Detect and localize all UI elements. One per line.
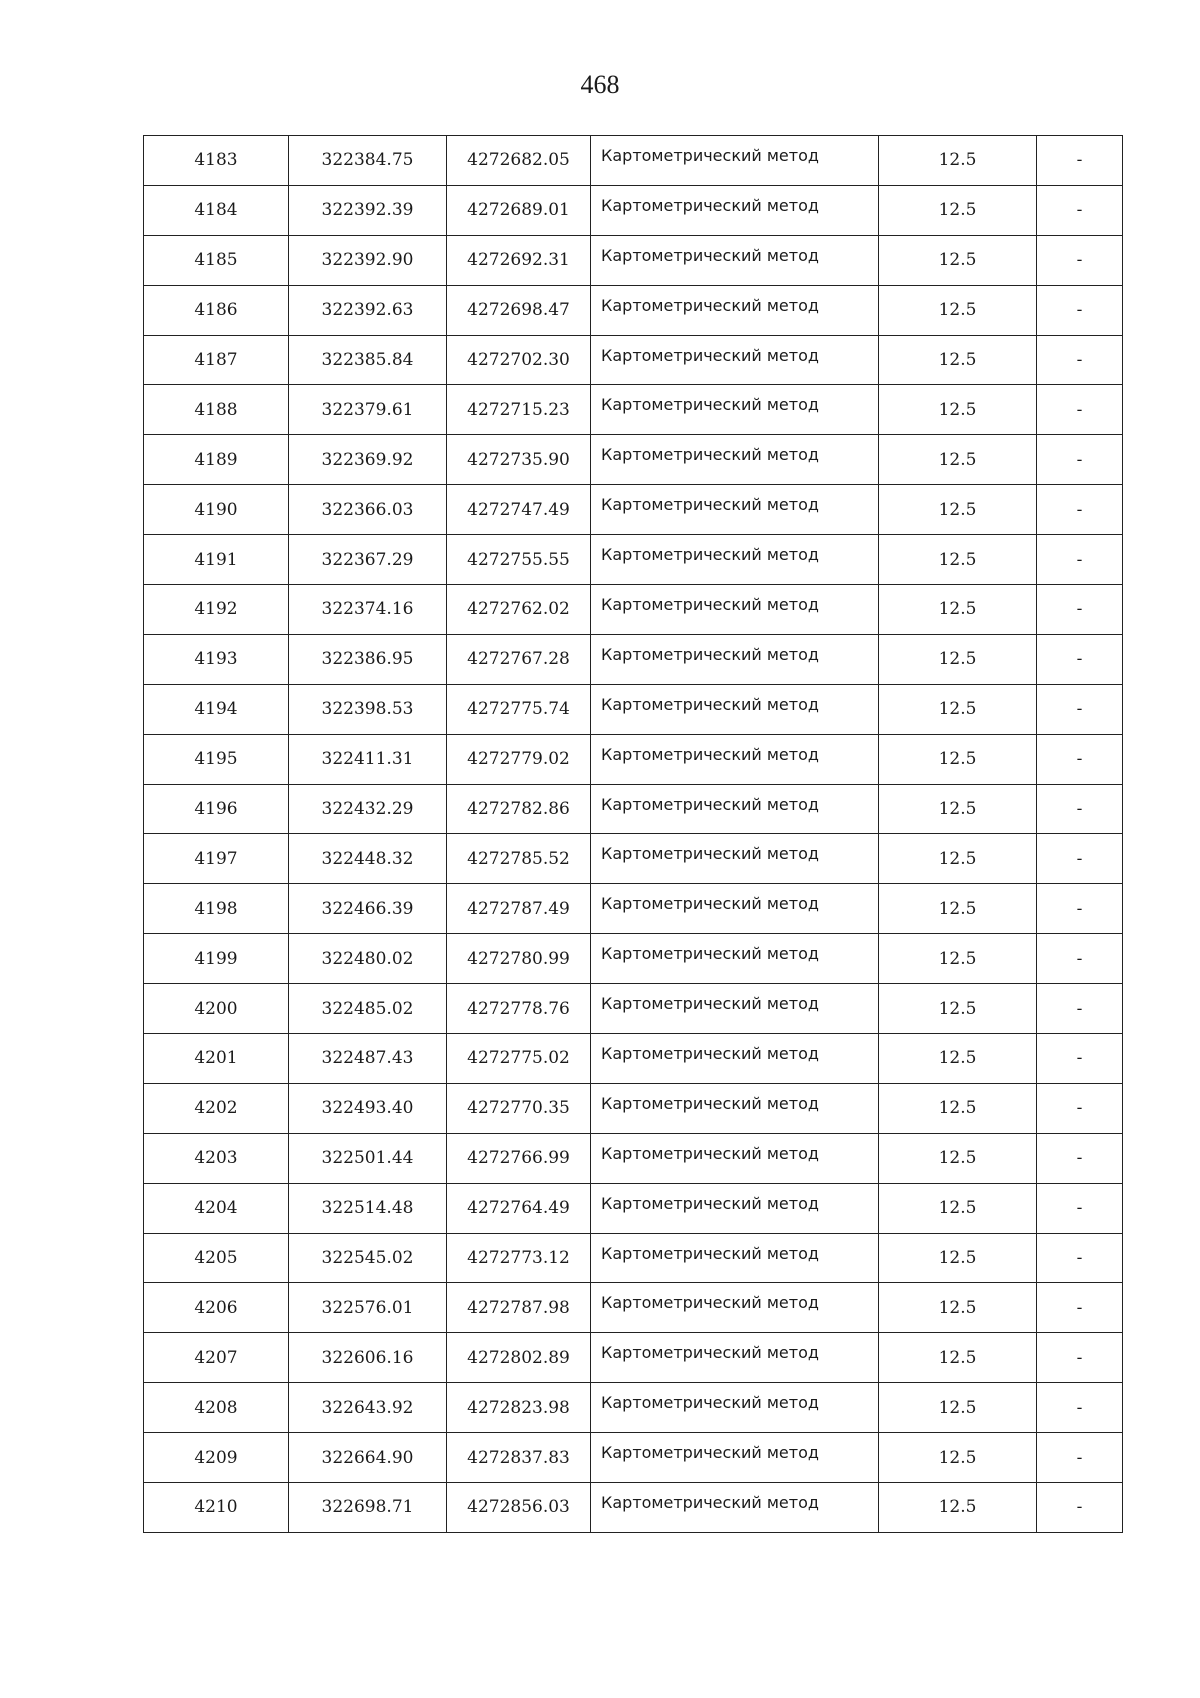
method-cell: Картометрический метод (591, 934, 879, 984)
x-coordinate-cell: 322392.63 (289, 285, 447, 335)
x-coordinate-cell: 322698.71 (289, 1483, 447, 1533)
x-coordinate-cell: 322366.03 (289, 485, 447, 535)
x-coordinate-cell: 322448.32 (289, 834, 447, 884)
method-cell: Картометрический метод (591, 1283, 879, 1333)
table-row (144, 485, 1123, 535)
y-coordinate-cell: 4272762.02 (447, 585, 591, 635)
table-row (144, 1433, 1123, 1483)
accuracy-cell: 12.5 (879, 1283, 1037, 1333)
note-cell: - (1037, 535, 1123, 585)
x-coordinate-cell: 322385.84 (289, 335, 447, 385)
y-coordinate-cell: 4272735.90 (447, 435, 591, 485)
method-cell: Картометрический метод (591, 1034, 879, 1084)
x-coordinate-cell: 322392.39 (289, 185, 447, 235)
point-number-cell: 4188 (144, 385, 289, 435)
x-coordinate-cell: 322384.75 (289, 136, 447, 186)
point-number-cell: 4197 (144, 834, 289, 884)
table-row (144, 1034, 1123, 1084)
point-number-cell: 4195 (144, 734, 289, 784)
table-row (144, 285, 1123, 335)
method-cell: Картометрический метод (591, 1383, 879, 1433)
point-number-cell: 4184 (144, 185, 289, 235)
x-coordinate-cell: 322367.29 (289, 535, 447, 585)
y-coordinate-cell: 4272778.76 (447, 984, 591, 1034)
accuracy-cell: 12.5 (879, 1034, 1037, 1084)
point-number-cell: 4183 (144, 136, 289, 186)
y-coordinate-cell: 4272823.98 (447, 1383, 591, 1433)
x-coordinate-cell: 322398.53 (289, 684, 447, 734)
note-cell: - (1037, 136, 1123, 186)
note-cell: - (1037, 1034, 1123, 1084)
table-row (144, 784, 1123, 834)
method-cell: Картометрический метод (591, 285, 879, 335)
method-cell: Картометрический метод (591, 1433, 879, 1483)
y-coordinate-cell: 4272692.31 (447, 235, 591, 285)
accuracy-cell: 12.5 (879, 335, 1037, 385)
method-cell: Картометрический метод (591, 884, 879, 934)
method-cell: Картометрический метод (591, 535, 879, 585)
table-row (144, 634, 1123, 684)
note-cell: - (1037, 934, 1123, 984)
page-number: 468 (580, 70, 620, 99)
table-row (144, 335, 1123, 385)
accuracy-cell: 12.5 (879, 535, 1037, 585)
y-coordinate-cell: 4272766.99 (447, 1133, 591, 1183)
point-number-cell: 4210 (144, 1483, 289, 1533)
point-number-cell: 4189 (144, 435, 289, 485)
method-cell: Картометрический метод (591, 1233, 879, 1283)
x-coordinate-cell: 322466.39 (289, 884, 447, 934)
coordinates-table (143, 135, 1123, 1533)
note-cell: - (1037, 1333, 1123, 1383)
y-coordinate-cell: 4272775.02 (447, 1034, 591, 1084)
point-number-cell: 4196 (144, 784, 289, 834)
accuracy-cell: 12.5 (879, 385, 1037, 435)
y-coordinate-cell: 4272698.47 (447, 285, 591, 335)
accuracy-cell: 12.5 (879, 1133, 1037, 1183)
table-row (144, 1283, 1123, 1333)
y-coordinate-cell: 4272837.83 (447, 1433, 591, 1483)
note-cell: - (1037, 984, 1123, 1034)
note-cell: - (1037, 1183, 1123, 1233)
x-coordinate-cell: 322493.40 (289, 1083, 447, 1133)
y-coordinate-cell: 4272780.99 (447, 934, 591, 984)
x-coordinate-cell: 322501.44 (289, 1133, 447, 1183)
method-cell: Картометрический метод (591, 1133, 879, 1183)
accuracy-cell: 12.5 (879, 934, 1037, 984)
accuracy-cell: 12.5 (879, 1233, 1037, 1283)
method-cell: Картометрический метод (591, 136, 879, 186)
accuracy-cell: 12.5 (879, 834, 1037, 884)
x-coordinate-cell: 322514.48 (289, 1183, 447, 1233)
point-number-cell: 4206 (144, 1283, 289, 1333)
point-number-cell: 4201 (144, 1034, 289, 1084)
note-cell: - (1037, 285, 1123, 335)
method-cell: Картометрический метод (591, 335, 879, 385)
accuracy-cell: 12.5 (879, 136, 1037, 186)
point-number-cell: 4199 (144, 934, 289, 984)
note-cell: - (1037, 1233, 1123, 1283)
table-row (144, 385, 1123, 435)
note-cell: - (1037, 335, 1123, 385)
x-coordinate-cell: 322487.43 (289, 1034, 447, 1084)
y-coordinate-cell: 4272787.98 (447, 1283, 591, 1333)
x-coordinate-cell: 322643.92 (289, 1383, 447, 1433)
y-coordinate-cell: 4272767.28 (447, 634, 591, 684)
y-coordinate-cell: 4272702.30 (447, 335, 591, 385)
x-coordinate-cell: 322606.16 (289, 1333, 447, 1383)
accuracy-cell: 12.5 (879, 285, 1037, 335)
note-cell: - (1037, 734, 1123, 784)
y-coordinate-cell: 4272787.49 (447, 884, 591, 934)
method-cell: Картометрический метод (591, 984, 879, 1034)
x-coordinate-cell: 322432.29 (289, 784, 447, 834)
table-row (144, 984, 1123, 1034)
note-cell: - (1037, 1283, 1123, 1333)
x-coordinate-cell: 322369.92 (289, 435, 447, 485)
point-number-cell: 4203 (144, 1133, 289, 1183)
y-coordinate-cell: 4272747.49 (447, 485, 591, 535)
accuracy-cell: 12.5 (879, 1183, 1037, 1233)
note-cell: - (1037, 1383, 1123, 1433)
point-number-cell: 4205 (144, 1233, 289, 1283)
point-number-cell: 4186 (144, 285, 289, 335)
y-coordinate-cell: 4272856.03 (447, 1483, 591, 1533)
note-cell: - (1037, 834, 1123, 884)
note-cell: - (1037, 185, 1123, 235)
point-number-cell: 4187 (144, 335, 289, 385)
accuracy-cell: 12.5 (879, 585, 1037, 635)
method-cell: Картометрический метод (591, 684, 879, 734)
point-number-cell: 4200 (144, 984, 289, 1034)
y-coordinate-cell: 4272770.35 (447, 1083, 591, 1133)
note-cell: - (1037, 884, 1123, 934)
accuracy-cell: 12.5 (879, 684, 1037, 734)
point-number-cell: 4209 (144, 1433, 289, 1483)
note-cell: - (1037, 585, 1123, 635)
note-cell: - (1037, 634, 1123, 684)
x-coordinate-cell: 322485.02 (289, 984, 447, 1034)
y-coordinate-cell: 4272782.86 (447, 784, 591, 834)
y-coordinate-cell: 4272785.52 (447, 834, 591, 884)
table-row (144, 585, 1123, 635)
method-cell: Картометрический метод (591, 585, 879, 635)
y-coordinate-cell: 4272773.12 (447, 1233, 591, 1283)
x-coordinate-cell: 322392.90 (289, 235, 447, 285)
point-number-cell: 4192 (144, 585, 289, 635)
x-coordinate-cell: 322411.31 (289, 734, 447, 784)
x-coordinate-cell: 322480.02 (289, 934, 447, 984)
method-cell: Картометрический метод (591, 734, 879, 784)
note-cell: - (1037, 784, 1123, 834)
accuracy-cell: 12.5 (879, 884, 1037, 934)
note-cell: - (1037, 435, 1123, 485)
point-number-cell: 4185 (144, 235, 289, 285)
y-coordinate-cell: 4272764.49 (447, 1183, 591, 1233)
y-coordinate-cell: 4272779.02 (447, 734, 591, 784)
accuracy-cell: 12.5 (879, 1383, 1037, 1433)
point-number-cell: 4190 (144, 485, 289, 535)
point-number-cell: 4194 (144, 684, 289, 734)
note-cell: - (1037, 684, 1123, 734)
point-number-cell: 4208 (144, 1383, 289, 1433)
x-coordinate-cell: 322664.90 (289, 1433, 447, 1483)
note-cell: - (1037, 235, 1123, 285)
x-coordinate-cell: 322386.95 (289, 634, 447, 684)
method-cell: Картометрический метод (591, 435, 879, 485)
method-cell: Картометрический метод (591, 784, 879, 834)
note-cell: - (1037, 485, 1123, 535)
table-row (144, 684, 1123, 734)
table-row (144, 1183, 1123, 1233)
accuracy-cell: 12.5 (879, 1483, 1037, 1533)
y-coordinate-cell: 4272689.01 (447, 185, 591, 235)
note-cell: - (1037, 1133, 1123, 1183)
accuracy-cell: 12.5 (879, 1083, 1037, 1133)
accuracy-cell: 12.5 (879, 485, 1037, 535)
point-number-cell: 4204 (144, 1183, 289, 1233)
method-cell: Картометрический метод (591, 1183, 879, 1233)
x-coordinate-cell: 322545.02 (289, 1233, 447, 1283)
accuracy-cell: 12.5 (879, 185, 1037, 235)
table-row (144, 1083, 1123, 1133)
table-row (144, 1333, 1123, 1383)
accuracy-cell: 12.5 (879, 235, 1037, 285)
accuracy-cell: 12.5 (879, 734, 1037, 784)
method-cell: Картометрический метод (591, 185, 879, 235)
accuracy-cell: 12.5 (879, 1333, 1037, 1383)
accuracy-cell: 12.5 (879, 784, 1037, 834)
table-row (144, 136, 1123, 186)
method-cell: Картометрический метод (591, 1333, 879, 1383)
note-cell: - (1037, 1083, 1123, 1133)
table-row (144, 435, 1123, 485)
method-cell: Картометрический метод (591, 1083, 879, 1133)
y-coordinate-cell: 4272715.23 (447, 385, 591, 435)
point-number-cell: 4193 (144, 634, 289, 684)
accuracy-cell: 12.5 (879, 435, 1037, 485)
table-row (144, 1483, 1123, 1533)
x-coordinate-cell: 322379.61 (289, 385, 447, 435)
table-row (144, 1133, 1123, 1183)
x-coordinate-cell: 322374.16 (289, 585, 447, 635)
note-cell: - (1037, 1483, 1123, 1533)
accuracy-cell: 12.5 (879, 1433, 1037, 1483)
table-row (144, 884, 1123, 934)
x-coordinate-cell: 322576.01 (289, 1283, 447, 1333)
method-cell: Картометрический метод (591, 485, 879, 535)
table-row (144, 834, 1123, 884)
table-row (144, 185, 1123, 235)
table-row (144, 1383, 1123, 1433)
accuracy-cell: 12.5 (879, 634, 1037, 684)
point-number-cell: 4202 (144, 1083, 289, 1133)
y-coordinate-cell: 4272755.55 (447, 535, 591, 585)
table-body (144, 136, 1123, 1533)
table-row (144, 535, 1123, 585)
table-row (144, 235, 1123, 285)
note-cell: - (1037, 385, 1123, 435)
method-cell: Картометрический метод (591, 1483, 879, 1533)
method-cell: Картометрический метод (591, 235, 879, 285)
method-cell: Картометрический метод (591, 834, 879, 884)
y-coordinate-cell: 4272775.74 (447, 684, 591, 734)
y-coordinate-cell: 4272802.89 (447, 1333, 591, 1383)
point-number-cell: 4207 (144, 1333, 289, 1383)
method-cell: Картометрический метод (591, 385, 879, 435)
table-row (144, 934, 1123, 984)
table-row (144, 1233, 1123, 1283)
table-row (144, 734, 1123, 784)
method-cell: Картометрический метод (591, 634, 879, 684)
note-cell: - (1037, 1433, 1123, 1483)
point-number-cell: 4198 (144, 884, 289, 934)
point-number-cell: 4191 (144, 535, 289, 585)
y-coordinate-cell: 4272682.05 (447, 136, 591, 186)
accuracy-cell: 12.5 (879, 984, 1037, 1034)
